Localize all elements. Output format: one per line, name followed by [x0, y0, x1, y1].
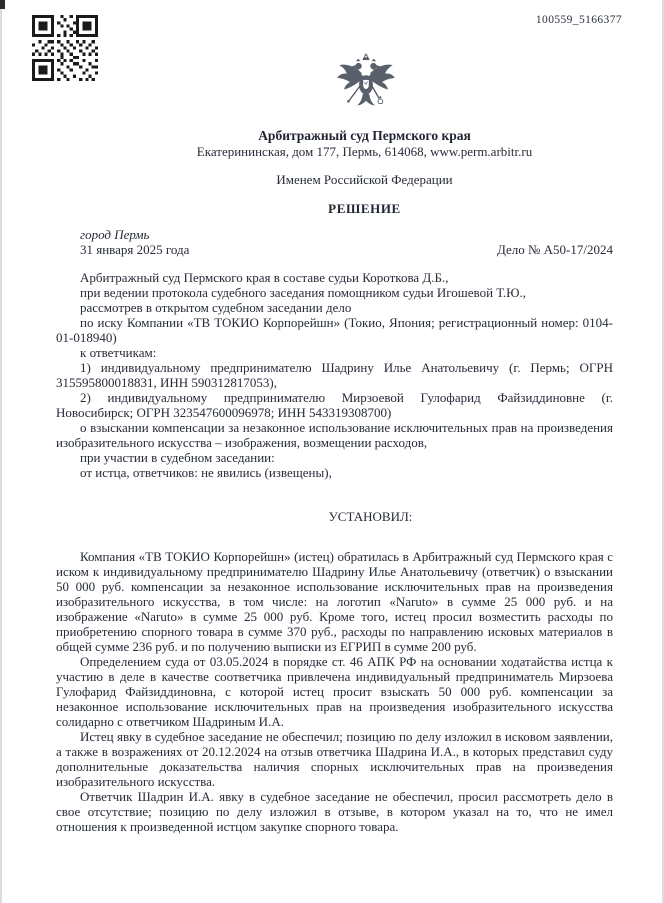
paragraph: Определением суда от 03.05.2024 в порядке ст. 46 АПК РФ на основании ходатайства истца к участию в деле в качестве соответчика привлечена индивидуальный предприниматель Мирзоева Гулофарид Файзиддиновна, с которой истец просит взыскать 50 000 руб. компенсации за незаконное использование исключительных прав на произведения изобразительного искусства солидарно с ответчиком Шадриным И.А.	[56, 654, 613, 729]
date-row	[56, 242, 613, 257]
established-heading: УСТАНОВИЛ:	[328, 509, 413, 524]
document-id: 100559_5166377	[535, 14, 622, 26]
decision-date: 31 января 2025 года	[80, 242, 190, 257]
paragraph: 2) индивидуальному предпринимателю Мирзоевой Гулофарид Файзиддиновне (г. Новосибирск; ОГРН 323547600096978; ИНН 543319308700)	[56, 390, 613, 420]
paragraph: Ответчик Шадрин И.А. явку в судебное заседание не обеспечил, просил рассмотреть дело в свое отсутствие; позицию по делу изложил в отзыве, в котором указал на то, что не имел отношения к произведенной истцом закупке спорного товара.	[56, 789, 613, 834]
paragraph: о взыскании компенсации за незаконное использование исключительных прав на произведения изобразительного искусства – изображения, возмещении расходов,	[56, 420, 613, 450]
paragraph: Компания «ТВ ТОКИО Корпорейшн» (истец) обратилась в Арбитражный суд Пермского края с иском к индивидуальному предпринимателю Шадрину Илье Анатольевичу (ответчик) о взыскании 50 000 руб. компенсации за незаконное использование исключительных прав на произведения изобразительного искусства, в том числе: на логотип «Naruto» в сумме 25 000 руб. и на изображение «Naruto» в сумме 25 000 руб. Кроме того, истец просил возместить расходы по приобретению спорного товара в сумме 370 руб., расходы по направлению исковых материалов в общей сумме 236 руб. и по получению выписки из ЕГРИП в сумме 200 руб.	[56, 549, 613, 654]
court-address: Екатерининская, дом 177, Пермь, 614068, www.perm.arbitr.ru	[196, 144, 533, 159]
findings	[56, 549, 613, 834]
paragraph: по иску Компании «ТВ ТОКИО Корпорейшн» (Токио, Япония; регистрационный номер: 0104-01-018940)	[56, 315, 613, 345]
russia-coat-of-arms-icon	[334, 52, 398, 124]
paragraph: 1) индивидуальному предпринимателю Шадрину Илье Анатольевичу (г. Пермь; ОГРН 315595800018831, ИНН 590312817053),	[56, 360, 613, 390]
court-name: Арбитражный суд Пермского края	[258, 128, 471, 143]
paragraph: Истец явку в судебное заседание не обеспечил; позицию по делу изложил в исковом заявлении, а также в возражениях от 20.12.2024 на отзыв ответчика Шадрина И.А., в которых представил суду дополнительные доказательства наличия спорных исключительных прав на произведения изобразительного искусства.	[56, 729, 613, 789]
in-the-name-line: Именем Российской Федерации	[276, 172, 453, 187]
case-number: Дело № А50-17/2024	[496, 242, 613, 257]
paragraph: при участии в судебном заседании:	[80, 450, 275, 465]
scan-edge-left	[0, 0, 2, 903]
paragraph: от истца, ответчиков: не явились (извещены),	[80, 465, 332, 480]
scan-artifact	[0, 0, 5, 9]
city-line: город Пермь	[80, 227, 150, 242]
paragraph: при ведении протокола судебного заседания помощником судьи Игошевой Т.Ю.,	[80, 285, 527, 300]
case-intro	[56, 270, 613, 480]
court-header	[86, 128, 643, 216]
qr-code-icon	[32, 15, 98, 81]
document-body	[56, 128, 613, 834]
paragraph: рассмотрев в открытом судебном заседании дело	[80, 300, 352, 315]
paragraph: к ответчикам:	[80, 345, 157, 360]
paragraph: Арбитражный суд Пермского края в составе судьи Короткова Д.Б.,	[80, 270, 449, 285]
document-title: РЕШЕНИЕ	[328, 201, 401, 216]
